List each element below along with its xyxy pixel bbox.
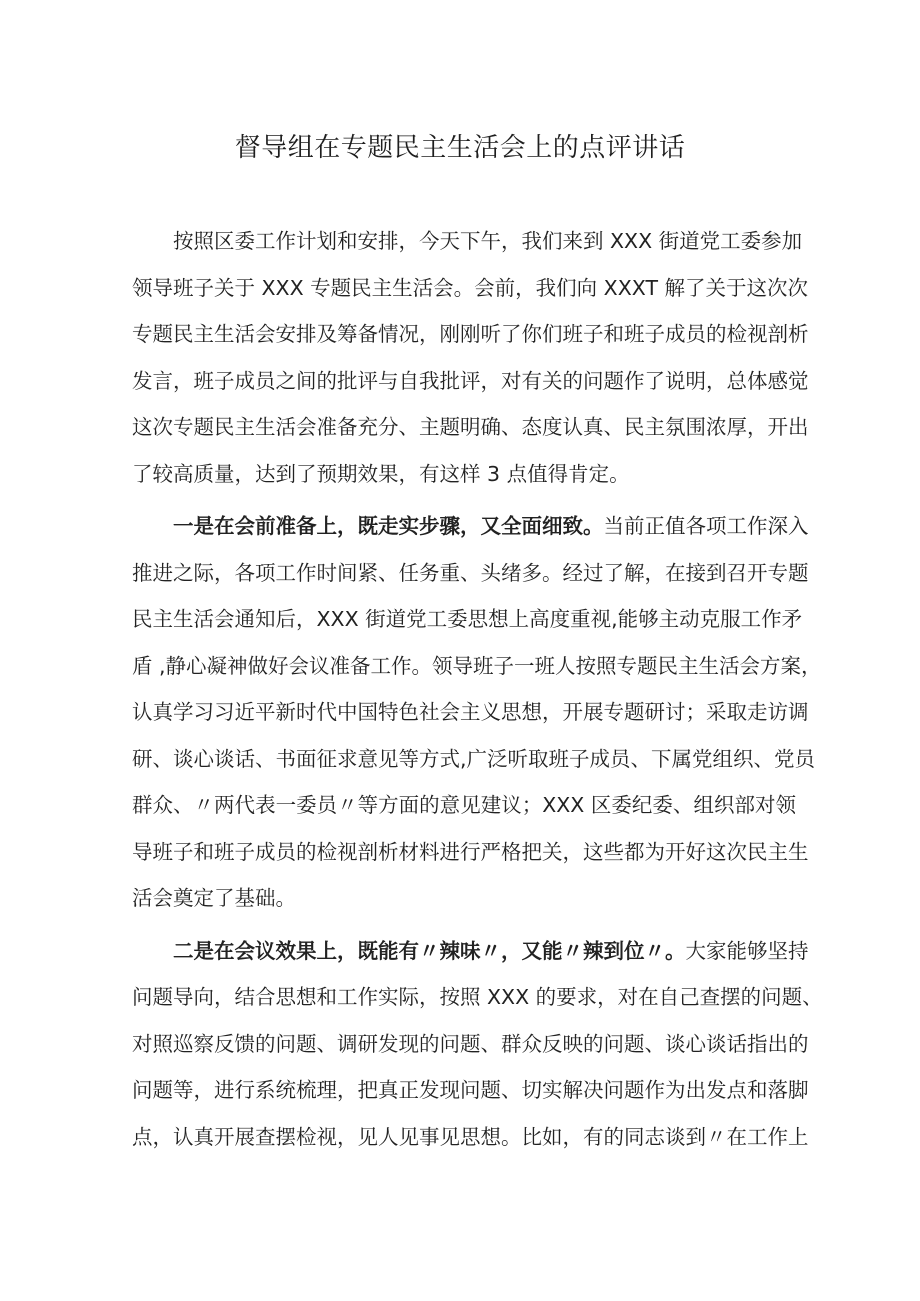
text-line: 导班子和班子成员的检视剖析材料进行严格把关，这些都为开好这次民主生: [132, 839, 809, 864]
paragraph-lead-rest: 大家能够坚持: [685, 938, 809, 963]
text-line: 研、谈心谈话、书面征求意见等方式,广泛听取班子成员、下属党组织、党员: [132, 746, 816, 771]
paragraph-lead-rest: 当前正值各项工作深入: [603, 514, 809, 538]
text-line: 问题导向，结合思想和工作实际，按照 XXX 的要求，对在自己查摆的问题、: [132, 985, 823, 1009]
document-title: 督导组在专题民主生活会上的点评讲话: [234, 133, 686, 163]
text-line: 这次专题民主生活会准备充分、主题明确、态度认真、民主氛围浓厚，开出: [132, 415, 809, 439]
text-line: 点，认真开展查摆检视，见人见事见思想。比如，有的同志谈到〃在工作上: [132, 1124, 809, 1149]
text-line: 领导班子关于 XXX 专题民主生活会。会前，我们向 XXXT 解了关于这次次: [132, 275, 808, 300]
text-line: 问题等，进行系统梳理，把真正发现问题、切实解决问题作为出发点和落脚: [132, 1078, 809, 1102]
text-line: 活会奠定了基础。: [132, 886, 296, 910]
text-line: 认真学习习近平新时代中国特色社会主义思想，开展专题研讨；采取走访调: [132, 700, 809, 724]
text-line: 推进之际，各项工作时间紧、任务重、头绪多。经过了解，在接到召开专题: [132, 560, 809, 585]
text-line: 发言，班子成员之间的批评与自我批评，对有关的问题作了说明，总体感觉: [132, 368, 809, 393]
text-line: [132, 936, 809, 983]
paragraph-intro: [132, 226, 809, 505]
text-line: 盾 ,静心凝神做好会议准备工作。领导班子一班人按照专题民主生活会方案，: [132, 653, 822, 678]
text-line: 群众、〃两代表一委员〃等方面的意见建议；XXX 区委纪委、组织部对领: [132, 793, 796, 817]
paragraph-preparation: [132, 511, 822, 930]
paragraph-effect: [132, 936, 823, 1169]
text-line: 对照巡察反馈的问题、调研发现的问题、群众反映的问题、谈心谈话指出的: [132, 1031, 809, 1056]
text-line: [132, 511, 809, 558]
text-line: 民主生活会通知后，XXX 街道党工委思想上高度重视,能够主动克服工作矛: [132, 607, 803, 631]
text-line: 按照区委工作计划和安排，今天下午，我们来到 XXX 街道党工委参加: [173, 229, 803, 253]
paragraph-lead-bold: 一是在会前准备上，既走实步骤，又全面细致。: [173, 514, 604, 538]
text-line: 了较高质量，达到了预期效果，有这样 3 点值得肯定。: [132, 461, 630, 486]
text-line: 专题民主生活会安排及筹备情况，刚刚听了你们班子和班子成员的检视剖析: [132, 322, 809, 346]
paragraph-lead-bold: 二是在会议效果上，既能有〃辣味〃，又能〃辣到位〃。: [173, 938, 686, 963]
document-body: [132, 226, 823, 1168]
